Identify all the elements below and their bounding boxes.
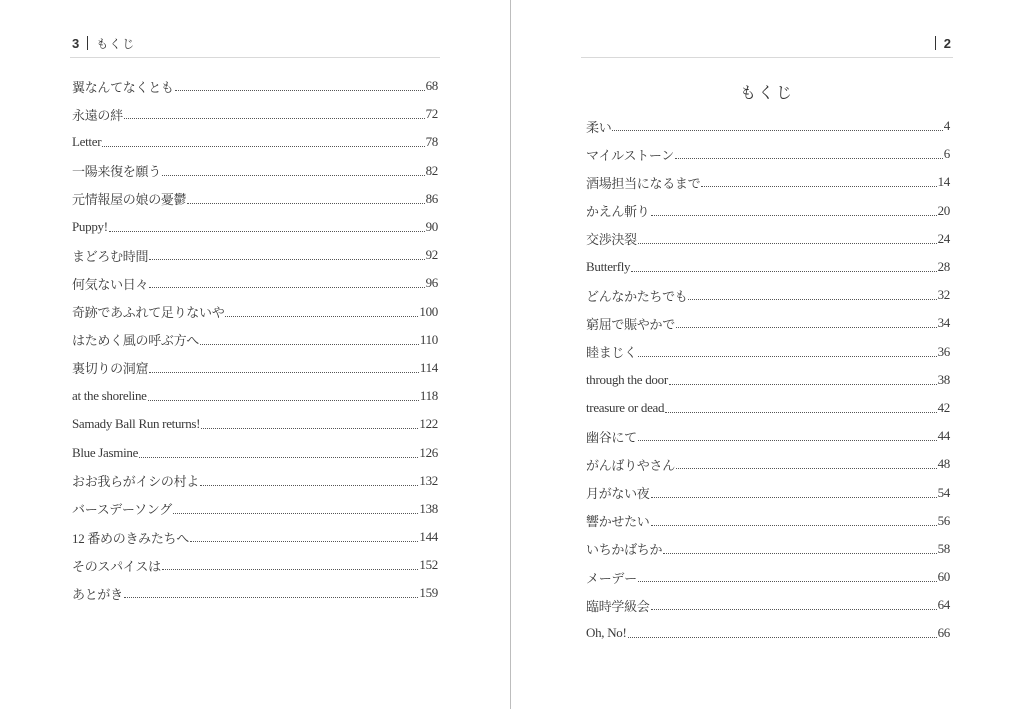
toc-entry-page: 159: [419, 585, 438, 601]
toc-leader-dots: [663, 552, 936, 554]
toc-entry-page: 66: [937, 625, 950, 641]
toc-entry-title: 窮屈で賑やかで: [586, 316, 675, 332]
toc-entry-title: メーデー: [586, 570, 637, 586]
header-separator: [935, 36, 936, 50]
toc-leader-dots: [651, 214, 937, 216]
toc-entry[interactable]: [586, 394, 950, 422]
right-page-header: [581, 33, 951, 53]
toc-entry-title: 月がない夜: [586, 486, 650, 502]
toc-entry[interactable]: [586, 253, 950, 281]
page-gutter: [510, 0, 511, 709]
toc-leader-dots: [124, 596, 419, 598]
toc-entry-page: 36: [937, 343, 950, 359]
toc-leader-dots: [638, 242, 937, 244]
toc-entry-title: マイルストーン: [586, 147, 674, 163]
toc-entry-title: まどろむ時間: [72, 248, 149, 264]
toc-entry[interactable]: [586, 507, 950, 535]
toc-entry-page: 96: [425, 275, 438, 291]
toc-entry[interactable]: [586, 563, 950, 591]
toc-entry[interactable]: [586, 591, 950, 619]
toc-entry-page: 44: [937, 428, 950, 444]
toc-entry-page: 38: [937, 371, 950, 387]
toc-entry-page: 34: [937, 315, 950, 331]
toc-leader-dots: [688, 298, 936, 300]
toc-entry-page: 152: [419, 557, 438, 573]
toc-entry[interactable]: [72, 523, 438, 551]
left-page-header: [72, 33, 440, 53]
toc-entry[interactable]: [586, 309, 950, 337]
toc-entry-page: 90: [425, 219, 438, 235]
left-page: [0, 0, 510, 709]
right-toc-list: [586, 112, 950, 648]
toc-entry-title: がんばりやさん: [586, 457, 675, 473]
toc-entry[interactable]: [586, 140, 950, 168]
toc-entry[interactable]: [72, 326, 438, 354]
toc-leader-dots: [612, 129, 942, 131]
toc-entry-title: 睦まじく: [586, 345, 637, 361]
toc-entry-page: 32: [937, 287, 950, 303]
toc-entry[interactable]: [72, 185, 438, 213]
toc-entry-title: 何気ない日々: [72, 276, 149, 292]
toc-entry-title: おお我らがイシの村よ: [72, 474, 200, 490]
toc-entry[interactable]: [72, 579, 438, 607]
left-page-number: 3: [72, 35, 80, 51]
toc-entry-title: Letter: [72, 134, 102, 150]
toc-leader-dots: [628, 636, 937, 638]
toc-entry-page: 28: [937, 259, 950, 275]
toc-leader-dots: [200, 484, 418, 486]
toc-entry-title: through the door: [586, 371, 668, 387]
toc-entry[interactable]: [72, 72, 438, 100]
toc-leader-dots: [149, 258, 424, 260]
toc-leader-dots: [638, 355, 937, 357]
toc-entry-title: いちかばちか: [586, 542, 663, 558]
toc-leader-dots: [651, 524, 937, 526]
toc-entry-title: Samady Ball Run returns!: [72, 416, 201, 432]
toc-entry[interactable]: [586, 338, 950, 366]
toc-entry[interactable]: [72, 438, 438, 466]
toc-entry[interactable]: [72, 241, 438, 269]
toc-entry[interactable]: [586, 366, 950, 394]
toc-entry-title: Blue Jasmine: [72, 444, 139, 460]
toc-entry-title: 元情報屋の娘の憂鬱: [72, 192, 187, 208]
toc-entry-title: Butterfly: [586, 259, 631, 275]
toc-entry[interactable]: [586, 450, 950, 478]
toc-leader-dots: [148, 399, 419, 401]
toc-entry-page: 86: [425, 190, 438, 206]
toc-entry-title: バースデーソング: [72, 502, 172, 518]
toc-leader-dots: [149, 371, 419, 373]
toc-entry-page: 118: [419, 388, 438, 404]
toc-leader-dots: [139, 456, 418, 458]
toc-entry-page: 132: [419, 472, 438, 488]
toc-entry[interactable]: [72, 128, 438, 156]
toc-leader-dots: [631, 270, 936, 272]
toc-entry-page: 60: [937, 569, 950, 585]
toc-entry-title: かえん斬り: [586, 204, 650, 220]
toc-entry[interactable]: [72, 213, 438, 241]
toc-leader-dots: [124, 117, 425, 119]
toc-entry-title: 響かせたい: [586, 514, 650, 530]
toc-entry[interactable]: [72, 382, 438, 410]
right-page-number: 2: [943, 35, 951, 51]
toc-entry-page: 58: [937, 540, 950, 556]
toc-entry-page: 14: [937, 174, 950, 190]
toc-entry-title: Oh, No!: [586, 625, 627, 641]
toc-entry[interactable]: [586, 168, 950, 196]
toc-entry-page: 4: [943, 118, 950, 134]
toc-entry[interactable]: [72, 551, 438, 579]
toc-leader-dots: [676, 326, 937, 328]
toc-entry-page: 138: [419, 500, 438, 516]
toc-entry-title: treasure or dead: [586, 399, 665, 415]
toc-entry[interactable]: [586, 478, 950, 506]
toc-entry[interactable]: [72, 157, 438, 185]
toc-entry-title: 一陽来復を願う: [72, 164, 161, 180]
toc-entry-page: 122: [419, 416, 438, 432]
toc-leader-dots: [173, 512, 418, 514]
toc-entry[interactable]: [72, 467, 438, 495]
toc-entry-page: 78: [425, 134, 438, 150]
toc-entry-title: at the shoreline: [72, 388, 147, 404]
toc-entry-title: 永遠の絆: [72, 107, 123, 123]
toc-leader-dots: [651, 608, 937, 610]
toc-entry-title: 奇跡であふれて足りないや: [72, 305, 225, 321]
toc-entry-title: 翼なんてなくとも: [72, 79, 174, 95]
toc-entry[interactable]: [72, 354, 438, 382]
toc-leader-dots: [701, 185, 936, 187]
toc-entry[interactable]: [586, 535, 950, 563]
toc-leader-dots: [638, 580, 937, 582]
toc-entry[interactable]: [72, 269, 438, 297]
toc-entry-page: 82: [425, 162, 438, 178]
toc-leader-dots: [201, 427, 418, 429]
toc-entry[interactable]: [72, 495, 438, 523]
toc-entry[interactable]: [72, 410, 438, 438]
toc-entry-title: 酒場担当になるまで: [586, 175, 701, 191]
toc-leader-dots: [162, 174, 425, 176]
right-page: [512, 0, 1024, 709]
toc-entry-title: 裏切りの洞窟: [72, 361, 149, 377]
toc-leader-dots: [175, 89, 425, 91]
toc-leader-dots: [665, 411, 936, 413]
toc-leader-dots: [102, 145, 424, 147]
toc-entry[interactable]: [586, 197, 950, 225]
right-header-rule: [581, 57, 953, 58]
toc-entry-page: 56: [937, 512, 950, 528]
left-header-title: もくじ: [96, 36, 136, 51]
toc-title: もくじ: [739, 85, 794, 102]
toc-entry-page: 92: [425, 247, 438, 263]
toc-entry-page: 42: [937, 399, 950, 415]
toc-entry-page: 144: [419, 529, 438, 545]
toc-entry-title: Puppy!: [72, 219, 108, 235]
toc-entry[interactable]: [586, 281, 950, 309]
toc-entry[interactable]: [586, 619, 950, 647]
toc-entry-page: 126: [419, 444, 438, 460]
toc-leader-dots: [190, 540, 418, 542]
toc-leader-dots: [651, 496, 937, 498]
toc-entry-title: そのスパイスは: [72, 558, 161, 574]
toc-entry-title: 幽谷にて: [586, 429, 637, 445]
toc-entry-page: 48: [937, 456, 950, 472]
toc-leader-dots: [638, 439, 937, 441]
toc-entry-page: 68: [425, 78, 438, 94]
toc-entry-page: 72: [425, 106, 438, 122]
toc-entry[interactable]: [72, 298, 438, 326]
left-header-rule: [70, 57, 440, 58]
toc-leader-dots: [162, 568, 419, 570]
toc-entry-title: 臨時学級会: [586, 598, 650, 614]
toc-entry-page: 24: [937, 230, 950, 246]
toc-entry-page: 20: [937, 202, 950, 218]
toc-entry-page: 110: [419, 331, 438, 347]
toc-entry-title: 柔い: [586, 119, 612, 135]
toc-entry[interactable]: [72, 100, 438, 128]
left-toc-list: [72, 72, 438, 608]
toc-entry-title: 12 番めのきみたちへ: [72, 530, 189, 546]
toc-leader-dots: [675, 157, 943, 159]
toc-leader-dots: [149, 286, 424, 288]
toc-entry-title: 交渉決裂: [586, 232, 637, 248]
toc-entry-title: あとがき: [72, 586, 123, 602]
toc-leader-dots: [225, 315, 418, 317]
toc-entry-page: 64: [937, 597, 950, 613]
toc-entry-page: 54: [937, 484, 950, 500]
toc-entry-title: はためく風の呼ぶ方へ: [72, 333, 200, 349]
toc-leader-dots: [200, 343, 419, 345]
toc-leader-dots: [109, 230, 425, 232]
toc-entry-page: 100: [419, 303, 438, 319]
toc-entry[interactable]: [586, 225, 950, 253]
toc-leader-dots: [187, 202, 424, 204]
toc-leader-dots: [676, 467, 937, 469]
toc-entry-title: どんなかたちでも: [586, 288, 688, 304]
toc-entry-page: 114: [419, 359, 438, 375]
toc-entry-page: 6: [943, 146, 950, 162]
toc-entry[interactable]: [586, 422, 950, 450]
toc-entry[interactable]: [586, 112, 950, 140]
toc-leader-dots: [669, 383, 937, 385]
header-separator: [87, 36, 88, 50]
